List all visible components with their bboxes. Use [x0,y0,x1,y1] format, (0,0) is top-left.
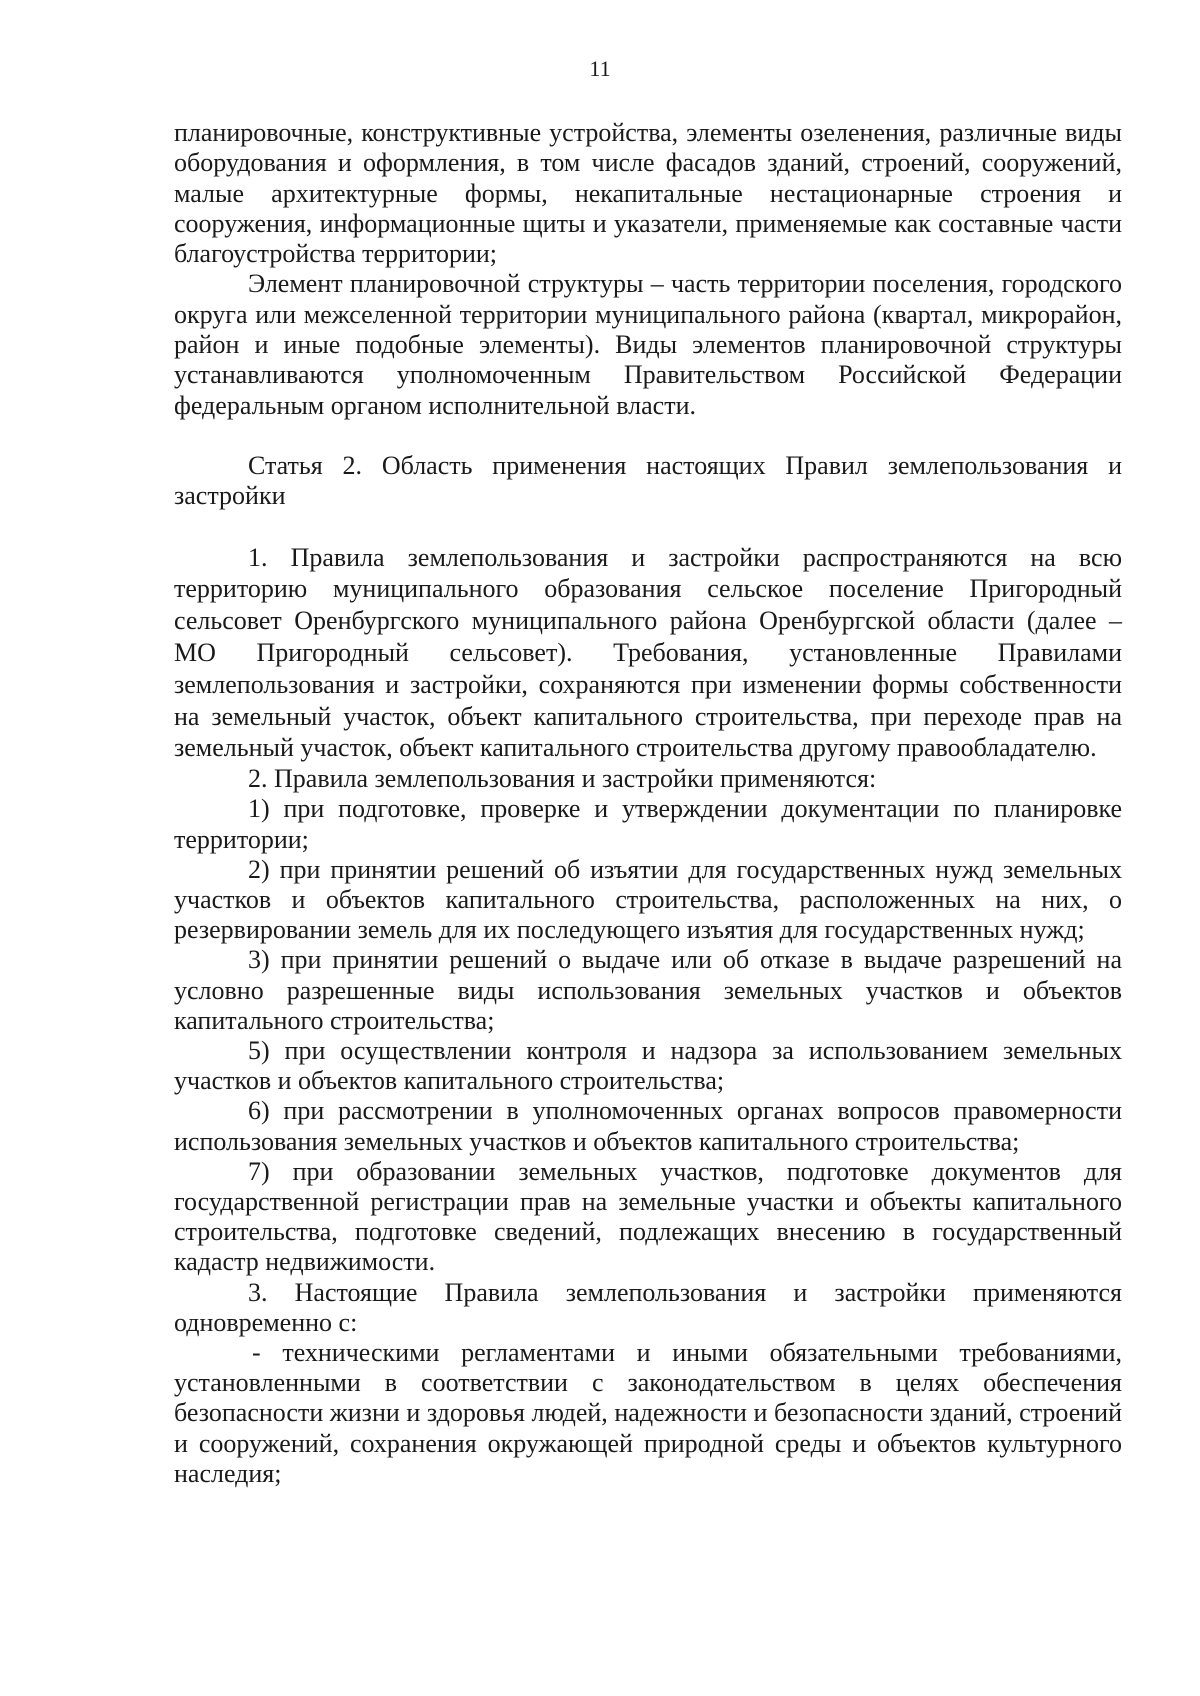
list-item: 5) при осуществлении контроля и надзора за использованием земельных участков и объектов капитального строительства; [174,1035,1122,1096]
paragraph-continued: планировочные, конструктивные устройства, элементы озеленения, различные виды оборудования и оформления, в том числе фасадов зданий, строений, сооружений, малые архитектурные формы, некапитальные нестационарные строения и сооружения, информационные щиты и указатели, применяемые как составные части благоустройства территории; [174,118,1122,269]
paragraph-definition: Элемент планировочной структуры – часть территории поселения, городского округа или межселенной территории муниципального района (квартал, микрорайон, район и иные подобные элементы). Виды элементов планировочной структуры устанавливаются уполномоченным Правительством Российской Федерации федеральным органом исполнительной власти. [174,269,1122,420]
list-item: 7) при образовании земельных участков, подготовке документов для государственной регистрации прав на земельные участки и объекты капитального строительства, подготовке сведений, подлежащих внесению в государственный кадастр недвижимости. [174,1156,1122,1277]
dash-list-item: - техническими регламентами и иными обязательными требованиями, установленными в соответствии с законодательством в целях обеспечения безопасности жизни и здоровья людей, надежности и безопасности зданий, строений и сооружений, сохранения окружающей природной среды и объектов культурного наследия; [174,1338,1122,1488]
article-clauses [174,764,1122,1489]
document-body [174,118,1122,1489]
list-item: 1) при подготовке, проверке и утверждении документации по планировке территории; [174,794,1122,854]
clause-1: 1. Правила землепользования и застройки распространяются на всю территорию муниципального образования сельское поселение Пригородный сельсовет Оренбургского муниципального района Оренбургской области (далее – МО Пригородный сельсовет). Требования, установленные Правилами землепользования и застройки, сохраняются при изменении формы собственности на земельный участок, объект капитального строительства, при переходе прав на земельный участок, объект капитального строительства другому правообладателю. [174,542,1122,763]
list-item: 2) при принятии решений об изъятии для государственных нужд земельных участков и объектов капитального строительства, расположенных на них, о резервировании земель для их последующего изъятия для государственных нужд; [174,854,1122,945]
clause-3: 3. Настоящие Правила землепользования и застройки применяются одновременно с: [174,1277,1122,1337]
list-item: 6) при рассмотрении в уполномоченных органах вопросов правомерности использования земельных участков и объектов капитального строительства; [174,1096,1122,1156]
clause-2: 2. Правила землепользования и застройки применяются: [248,764,877,794]
article-section [174,542,1122,765]
page-number: 11 [589,56,611,81]
article-heading: Статья 2. Область применения настоящих Правил землепользования и застройки [174,450,1122,511]
list-item: 3) при принятии решений о выдаче или об отказе в выдаче разрешений на условно разрешенные виды использования земельных участков и объектов капитального строительства; [174,945,1122,1035]
